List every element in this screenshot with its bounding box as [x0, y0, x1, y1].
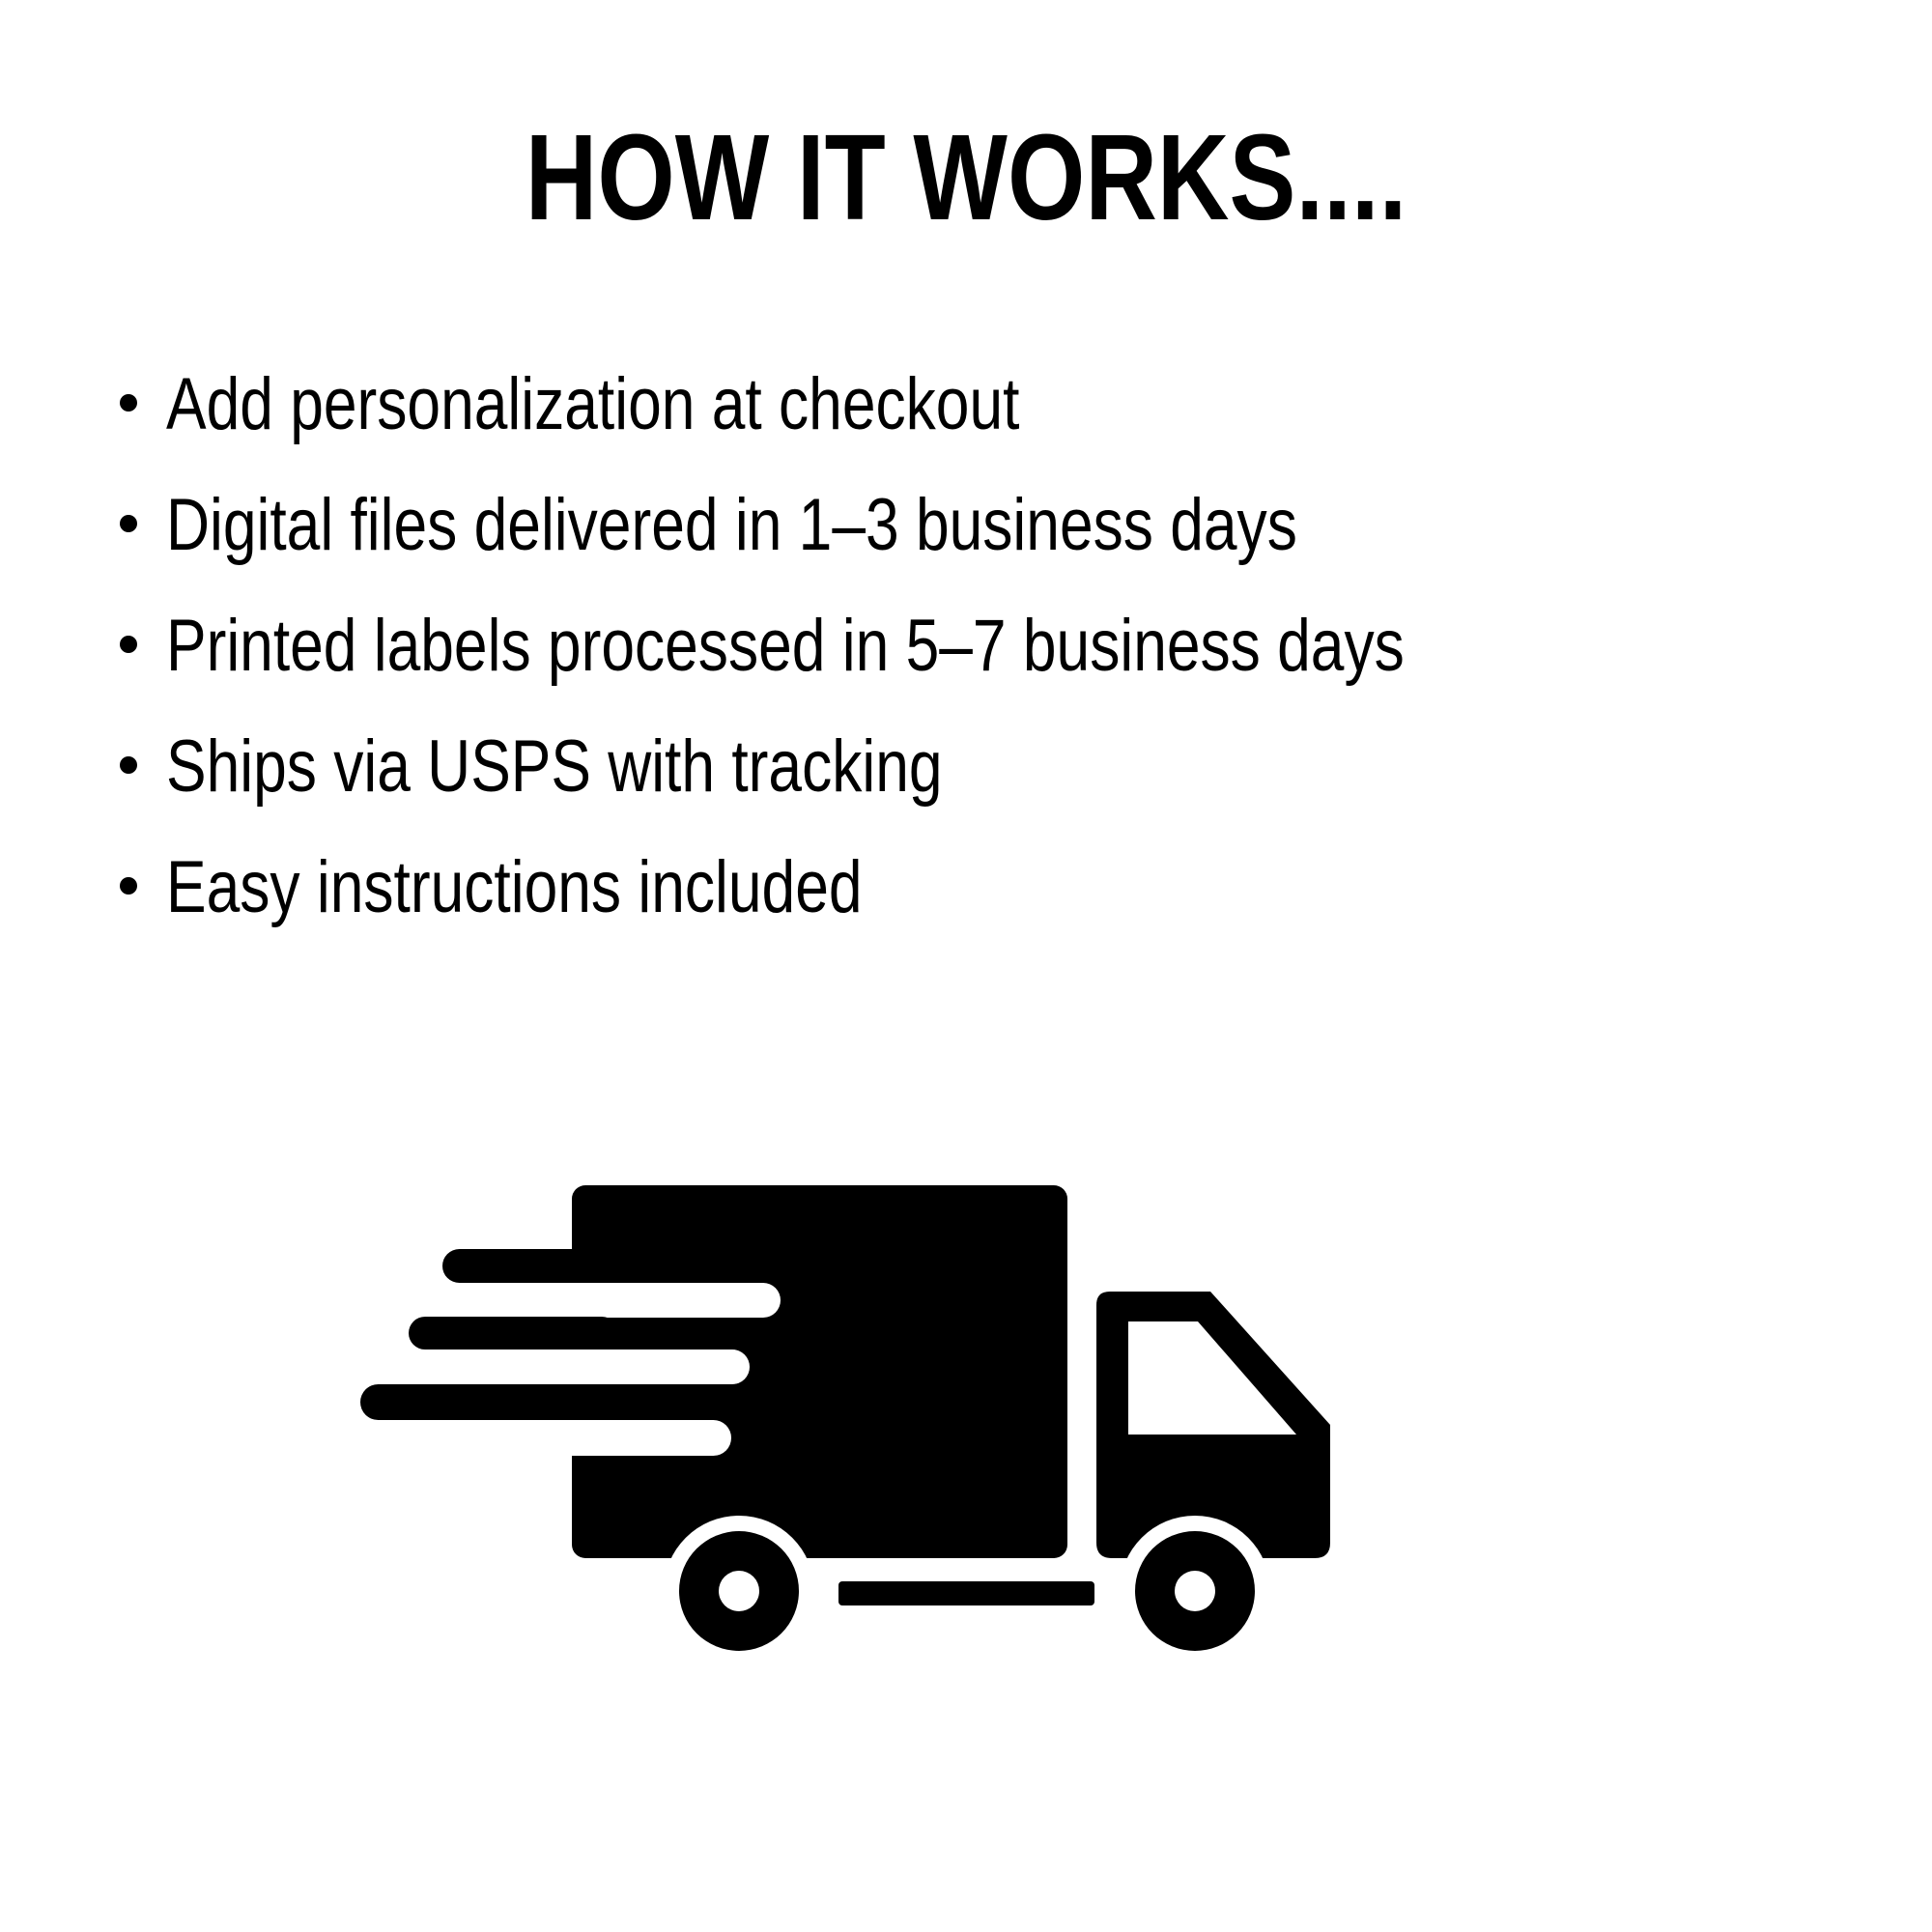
list-item: [166, 827, 1676, 948]
list-item-text: Digital files delivered in 1–3 business days: [166, 484, 1297, 566]
bullet-dot-icon: [120, 515, 137, 532]
fast-shipping-truck-icon: [290, 1140, 1401, 1700]
speed-line-icon: [360, 1384, 618, 1420]
page-title: HOW IT WORKS....: [525, 109, 1407, 245]
bullet-dot-icon: [120, 394, 137, 412]
list-item: [166, 706, 1676, 827]
list-item-text: Easy instructions included: [166, 846, 863, 928]
truck-ground-bar: [838, 1581, 1094, 1605]
bullet-dot-icon: [120, 636, 137, 653]
wheel-hub: [1175, 1571, 1215, 1611]
motion-slot: [328, 1350, 750, 1384]
bullet-list: [166, 344, 1676, 948]
list-item: [166, 344, 1676, 465]
motion-slot: [328, 1420, 731, 1456]
list-item: [166, 585, 1676, 706]
list-item-text: Add personalization at checkout: [166, 363, 1020, 445]
list-item-text: Printed labels processed in 5–7 business days: [166, 605, 1405, 687]
bullet-dot-icon: [120, 756, 137, 774]
wheel-hub: [719, 1571, 759, 1611]
list-item-text: Ships via USPS with tracking: [166, 725, 943, 808]
speed-line-icon: [409, 1317, 618, 1350]
bullet-dot-icon: [120, 877, 137, 895]
speed-line-icon: [442, 1249, 618, 1283]
motion-slot: [328, 1283, 781, 1318]
truck-wheel-rear: [664, 1516, 814, 1666]
list-item: [166, 465, 1676, 585]
truck-wheel-front: [1120, 1516, 1270, 1666]
